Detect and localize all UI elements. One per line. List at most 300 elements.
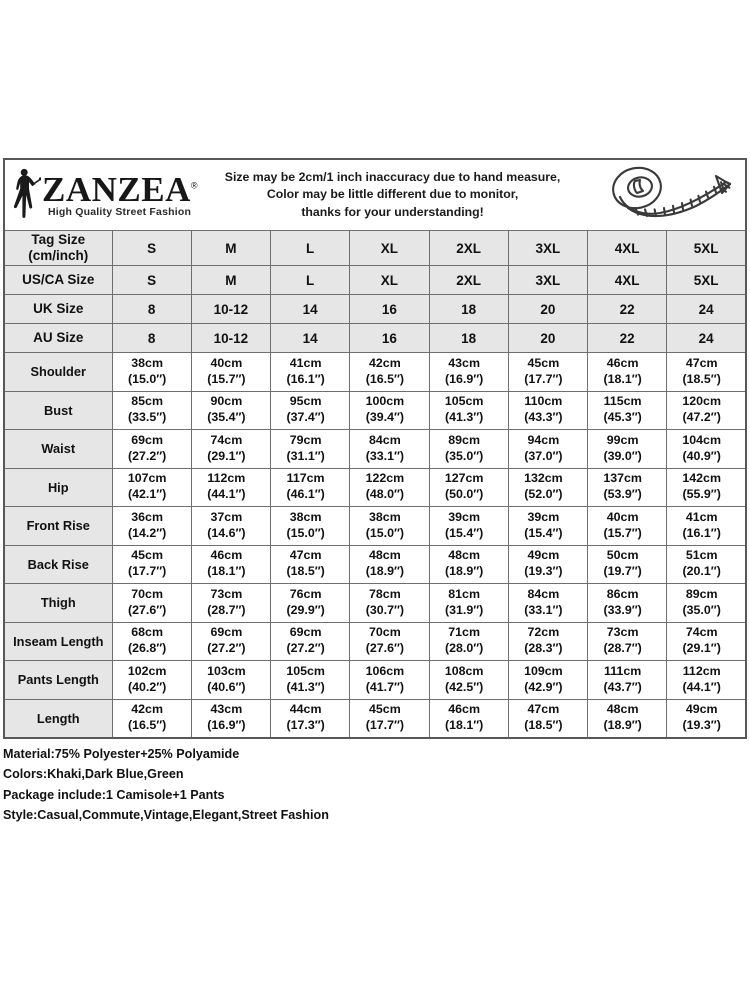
measurement-inch: (53.9″) — [603, 487, 642, 502]
measurement-cell — [588, 699, 667, 738]
row-header-label-line-2: (cm/inch) — [28, 248, 89, 263]
measurement-inch: (37.0″) — [524, 448, 563, 463]
measurement-cm: 99cm — [606, 432, 639, 447]
measurement-inch: (18.9″) — [444, 564, 484, 579]
measurement-cell — [271, 622, 350, 661]
measurement-row — [4, 661, 746, 700]
brand-wordmark — [42, 169, 198, 218]
measurement-cell — [667, 468, 746, 507]
measurement-inch: (28.3″) — [524, 641, 563, 656]
size-header-cell: 4XL — [588, 231, 667, 266]
measurement-row — [4, 468, 746, 507]
measurement-inch: (26.8″) — [127, 641, 167, 656]
size-header-cell: 3XL — [508, 231, 587, 266]
measurement-cm: 69cm — [210, 625, 243, 640]
size-header-cell: 24 — [667, 324, 746, 353]
measurement-cm: 73cm — [606, 625, 639, 640]
row-header-label: AU Size — [4, 324, 112, 353]
colors-line: Colors:Khaki,Dark Blue,Green — [3, 767, 184, 782]
measurement-row — [4, 545, 746, 584]
measurement-inch: (29.9″) — [286, 602, 325, 617]
measurement-cm: 40cm — [606, 509, 639, 524]
banner — [5, 160, 745, 230]
measurement-cell — [667, 391, 746, 430]
measurement-cell — [191, 353, 270, 392]
measurement-cm: 43cm — [448, 355, 480, 370]
measurement-cm: 94cm — [527, 432, 560, 447]
measurement-inch: (18.9″) — [365, 564, 405, 579]
size-header-cell: M — [191, 266, 270, 295]
measurement-cm: 69cm — [131, 432, 163, 447]
measurement-cell — [112, 353, 191, 392]
measurement-inch: (39.4″) — [365, 410, 405, 425]
measurement-cm: 45cm — [369, 702, 401, 717]
measurement-cm: 89cm — [685, 586, 718, 601]
size-header-cell: 8 — [112, 295, 191, 324]
measurement-cell — [667, 353, 746, 392]
size-header-cell: 24 — [667, 295, 746, 324]
size-header-cell: 3XL — [508, 266, 587, 295]
measurement-cell — [191, 507, 270, 546]
measurement-cell — [191, 545, 270, 584]
measurement-cell — [429, 468, 508, 507]
measurement-cm: 81cm — [448, 586, 480, 601]
measurement-inch: (27.6″) — [127, 602, 167, 617]
measurement-inch: (42.5″) — [444, 679, 484, 694]
size-header-cell: 5XL — [667, 266, 746, 295]
measurement-inch: (18.5″) — [682, 371, 721, 386]
measurement-inch: (41.3″) — [444, 410, 484, 425]
measurement-inch: (15.4″) — [524, 525, 563, 540]
size-header-cell: 22 — [588, 295, 667, 324]
measurement-cell — [271, 661, 350, 700]
measurement-inch: (35.0″) — [682, 602, 721, 617]
measurement-cell — [508, 353, 587, 392]
measurement-cm: 46cm — [448, 702, 480, 717]
measurement-cell — [667, 430, 746, 469]
measurement-inch: (41.7″) — [365, 679, 405, 694]
size-header-cell: XL — [350, 231, 429, 266]
measurement-cm: 74cm — [210, 432, 243, 447]
measurement-cell — [588, 430, 667, 469]
measurement-cm: 120cm — [682, 394, 721, 409]
measurement-cell — [588, 468, 667, 507]
measurement-cell — [667, 507, 746, 546]
measurement-cell — [429, 545, 508, 584]
measurement-inch: (28.7″) — [207, 602, 246, 617]
measurement-cm: 106cm — [365, 663, 405, 678]
row-header-label: UK Size — [4, 295, 112, 324]
measurement-cm: 48cm — [606, 702, 639, 717]
measurement-cm: 39cm — [527, 509, 560, 524]
measurement-cell — [508, 468, 587, 507]
measurement-inch: (18.1″) — [444, 718, 484, 733]
measurement-cm: 46cm — [210, 548, 243, 563]
measurement-row — [4, 391, 746, 430]
measurement-cell — [191, 699, 270, 738]
measurement-inch: (33.9″) — [603, 602, 642, 617]
measurement-cell — [429, 430, 508, 469]
size-header-cell: S — [112, 231, 191, 266]
measurement-cell — [350, 661, 429, 700]
measurement-cell — [508, 661, 587, 700]
measurement-inch: (42.1″) — [127, 487, 167, 502]
size-header-cell: 22 — [588, 324, 667, 353]
measurement-cell — [271, 545, 350, 584]
measurement-cm: 69cm — [289, 625, 322, 640]
measurement-row — [4, 622, 746, 661]
measurement-cell — [508, 430, 587, 469]
measurement-cm: 41cm — [289, 355, 322, 370]
measurement-cell — [429, 661, 508, 700]
measurement-cm: 111cm — [604, 663, 642, 678]
measurement-inch: (28.7″) — [603, 641, 642, 656]
size-header-row — [4, 266, 746, 295]
measurement-label: Back Rise — [4, 545, 112, 584]
measurement-cm: 48cm — [369, 548, 401, 563]
measurement-inch: (40.6″) — [207, 679, 246, 694]
measurement-cell — [112, 430, 191, 469]
measurement-cell — [112, 391, 191, 430]
measurement-label: Front Rise — [4, 507, 112, 546]
measurement-cell — [271, 699, 350, 738]
row-header-label: US/CA Size — [4, 266, 112, 295]
measurement-cell — [350, 545, 429, 584]
measurement-cm: 85cm — [131, 394, 163, 409]
measurement-inch: (27.2″) — [207, 641, 246, 656]
measurement-inch: (42.9″) — [524, 679, 563, 694]
measurement-cell — [191, 430, 270, 469]
size-header-cell: S — [112, 266, 191, 295]
measurement-cm: 115cm — [603, 394, 642, 409]
size-header-cell: 18 — [429, 324, 508, 353]
size-header-cell: 4XL — [588, 266, 667, 295]
measurement-inch: (16.1″) — [286, 371, 325, 386]
measurement-inch: (27.2″) — [286, 641, 325, 656]
measurement-inch: (17.3″) — [286, 718, 325, 733]
measurement-cm: 86cm — [606, 586, 639, 601]
row-header-label — [4, 231, 112, 266]
measurement-cm: 71cm — [448, 625, 480, 640]
measurement-inch: (18.5″) — [286, 564, 325, 579]
measurement-cm: 95cm — [289, 394, 322, 409]
measurement-inch: (33.1″) — [365, 448, 405, 463]
measurement-inch: (18.5″) — [524, 718, 563, 733]
measurement-cm: 103cm — [207, 663, 246, 678]
notice-line-3: thanks for your understanding! — [301, 204, 484, 219]
measurement-cm: 37cm — [210, 509, 243, 524]
measurement-cm: 73cm — [210, 586, 243, 601]
measurement-cm: 76cm — [289, 586, 322, 601]
measurement-inch: (40.2″) — [127, 679, 167, 694]
measurement-inch: (15.0″) — [127, 371, 167, 386]
measurement-cm: 90cm — [210, 394, 243, 409]
measurement-cell — [667, 584, 746, 623]
measurement-cm: 42cm — [369, 355, 401, 370]
measurement-cm: 38cm — [289, 509, 322, 524]
measurement-cell — [191, 584, 270, 623]
measurement-cell — [429, 622, 508, 661]
measurement-inch: (30.7″) — [365, 602, 405, 617]
measurement-cm: 49cm — [685, 702, 718, 717]
measurement-inch: (47.2″) — [682, 410, 721, 425]
measurement-cell — [588, 391, 667, 430]
measurement-cell — [112, 699, 191, 738]
measurement-cell — [271, 353, 350, 392]
measurement-cm: 36cm — [131, 509, 163, 524]
measurement-cell — [429, 507, 508, 546]
measurement-cm: 110cm — [524, 394, 563, 409]
product-details — [3, 744, 745, 826]
measurement-cell — [588, 507, 667, 546]
size-header-cell: 14 — [271, 324, 350, 353]
brand-logo — [5, 167, 198, 224]
size-header-cell: 18 — [429, 295, 508, 324]
size-header-row — [4, 295, 746, 324]
brand-name: ZANZEA® — [42, 169, 198, 209]
measurement-cell — [271, 507, 350, 546]
measurement-row — [4, 699, 746, 738]
measurement-inch: (27.2″) — [127, 448, 167, 463]
measurement-inch: (44.1″) — [207, 487, 246, 502]
measurement-inch: (17.7″) — [365, 718, 405, 733]
measurement-inch: (19.3″) — [524, 564, 563, 579]
measurement-inch: (52.0″) — [524, 487, 563, 502]
measurement-cm: 104cm — [682, 432, 721, 447]
measurement-inch: (35.4″) — [207, 410, 246, 425]
measurement-inch: (29.1″) — [207, 448, 246, 463]
measuring-tape-illustration — [595, 164, 745, 227]
measurement-inch: (15.4″) — [444, 525, 484, 540]
measurement-cm: 49cm — [527, 548, 560, 563]
measurement-cm: 41cm — [685, 509, 718, 524]
measurement-cell — [271, 468, 350, 507]
measurement-inch: (16.9″) — [207, 718, 246, 733]
measurement-cm: 48cm — [448, 548, 480, 563]
measurement-cell — [588, 622, 667, 661]
measurement-cm: 112cm — [207, 471, 246, 486]
measurement-cell — [350, 430, 429, 469]
measurement-cell — [112, 622, 191, 661]
measurement-label: Bust — [4, 391, 112, 430]
measurement-inch: (15.0″) — [365, 525, 405, 540]
measurement-cell — [112, 468, 191, 507]
size-header-cell: 10-12 — [191, 324, 270, 353]
measurement-inch: (45.3″) — [603, 410, 642, 425]
measurement-cm: 108cm — [444, 663, 484, 678]
measurement-cell — [191, 661, 270, 700]
size-header-cell: 2XL — [429, 266, 508, 295]
measurement-inch: (31.1″) — [286, 448, 325, 463]
measurement-cm: 89cm — [448, 432, 480, 447]
measurement-cm: 102cm — [127, 663, 167, 678]
measurement-inch: (29.1″) — [682, 641, 721, 656]
row-header-label-line-1: Tag Size — [31, 231, 86, 247]
measurement-cell — [508, 391, 587, 430]
measurement-cm: 39cm — [448, 509, 480, 524]
package-line: Package include:1 Camisole+1 Pants — [3, 787, 225, 802]
measurement-cm: 44cm — [289, 702, 322, 717]
measurement-cm: 137cm — [603, 471, 642, 486]
measurement-cm: 107cm — [127, 471, 167, 486]
style-line: Style:Casual,Commute,Vintage,Elegant,Street Fashion — [3, 808, 329, 823]
measurement-cell — [667, 699, 746, 738]
notice-line-1: Size may be 2cm/1 inch inaccuracy due to hand measure, — [224, 169, 561, 184]
size-header-cell: 16 — [350, 295, 429, 324]
measurement-inch: (40.9″) — [682, 448, 721, 463]
size-header-cell: L — [271, 231, 350, 266]
measurement-cell — [350, 468, 429, 507]
measurement-cm: 72cm — [527, 625, 560, 640]
measurement-cm: 127cm — [444, 471, 484, 486]
measurement-cell — [508, 545, 587, 584]
measurement-label: Length — [4, 699, 112, 738]
measurement-cell — [350, 391, 429, 430]
measurement-cm: 42cm — [131, 702, 163, 717]
measurement-cell — [508, 699, 587, 738]
measurement-inch: (18.1″) — [603, 371, 642, 386]
measurement-cell — [667, 545, 746, 584]
measurement-notice — [190, 169, 595, 221]
size-header-cell: 8 — [112, 324, 191, 353]
size-chart-table — [3, 158, 747, 739]
measurement-cm: 38cm — [131, 355, 163, 370]
measurement-cm: 43cm — [210, 702, 243, 717]
measurement-label: Thigh — [4, 584, 112, 623]
measurement-inch: (19.3″) — [682, 718, 721, 733]
measurement-cell — [588, 584, 667, 623]
measurement-cm: 105cm — [444, 394, 484, 409]
measurement-label: Shoulder — [4, 353, 112, 392]
measurement-inch: (27.6″) — [365, 641, 405, 656]
measurement-cm: 122cm — [365, 471, 405, 486]
measurement-cm: 50cm — [606, 548, 639, 563]
measurement-cell — [350, 353, 429, 392]
measurement-cell — [508, 584, 587, 623]
brand-tagline: High Quality Street Fashion — [48, 205, 192, 218]
measurement-cm: 51cm — [685, 548, 718, 563]
measurement-cm: 68cm — [131, 625, 163, 640]
measurement-cell — [350, 622, 429, 661]
measurement-cell — [271, 391, 350, 430]
woman-silhouette-icon — [11, 167, 41, 224]
size-header-cell: XL — [350, 266, 429, 295]
measurement-inch: (15.7″) — [603, 525, 642, 540]
measurement-cm: 45cm — [131, 548, 163, 563]
measurement-cm: 112cm — [682, 663, 721, 678]
measurement-inch: (17.7″) — [524, 371, 563, 386]
measurement-inch: (39.0″) — [603, 448, 642, 463]
measurement-inch: (18.1″) — [207, 564, 246, 579]
measurement-inch: (33.1″) — [524, 602, 563, 617]
measurement-inch: (44.1″) — [682, 679, 721, 694]
measurement-inch: (33.5″) — [127, 410, 167, 425]
material-line: Material:75% Polyester+25% Polyamide — [3, 747, 240, 761]
measurement-cell — [191, 468, 270, 507]
measurement-cm: 117cm — [286, 471, 325, 486]
measurement-cell — [429, 353, 508, 392]
measurement-cell — [588, 545, 667, 584]
measurement-inch: (14.2″) — [127, 525, 167, 540]
measurement-inch: (43.3″) — [524, 410, 563, 425]
measurement-cell — [588, 661, 667, 700]
size-header-cell: L — [271, 266, 350, 295]
measurement-inch: (31.9″) — [444, 602, 484, 617]
measurement-cm: 132cm — [524, 471, 563, 486]
measurement-cell — [112, 584, 191, 623]
measurement-cell — [112, 545, 191, 584]
measurement-inch: (41.3″) — [286, 679, 325, 694]
measurement-row — [4, 507, 746, 546]
measurement-label: Inseam Length — [4, 622, 112, 661]
measurement-cell — [429, 699, 508, 738]
measurement-cell — [112, 661, 191, 700]
measurement-cell — [508, 622, 587, 661]
measurement-inch: (43.7″) — [603, 679, 642, 694]
registered-trademark-icon: ® — [190, 179, 198, 190]
size-header-cell: 14 — [271, 295, 350, 324]
measurement-cell — [191, 622, 270, 661]
measurement-cell — [667, 661, 746, 700]
measurement-label: Waist — [4, 430, 112, 469]
size-header-cell: 16 — [350, 324, 429, 353]
measurement-cm: 47cm — [527, 702, 560, 717]
measurement-inch: (16.1″) — [682, 525, 721, 540]
measurement-cm: 78cm — [369, 586, 401, 601]
size-header-cell: M — [191, 231, 270, 266]
size-header-row — [4, 324, 746, 353]
measurement-cm: 109cm — [524, 663, 563, 678]
measurement-inch: (19.7″) — [603, 564, 642, 579]
measuring-tape-icon — [604, 164, 736, 227]
size-header-row — [4, 231, 746, 266]
measurement-inch: (37.4″) — [286, 410, 325, 425]
size-chart-container — [3, 158, 745, 739]
measurement-cm: 47cm — [289, 548, 322, 563]
banner-row — [4, 159, 746, 231]
measurement-cm: 40cm — [210, 355, 243, 370]
measurement-row — [4, 430, 746, 469]
measurement-inch: (20.1″) — [682, 564, 721, 579]
measurement-cell — [667, 622, 746, 661]
measurement-cm: 142cm — [682, 471, 721, 486]
measurement-row — [4, 353, 746, 392]
measurement-inch: (35.0″) — [444, 448, 484, 463]
measurement-cell — [588, 353, 667, 392]
measurement-inch: (15.7″) — [207, 371, 246, 386]
size-header-cell: 5XL — [667, 231, 746, 266]
measurement-inch: (46.1″) — [286, 487, 325, 502]
measurement-cell — [112, 507, 191, 546]
measurement-cell — [508, 507, 587, 546]
measurement-cm: 105cm — [286, 663, 325, 678]
measurement-cm: 74cm — [685, 625, 718, 640]
measurement-inch: (48.0″) — [365, 487, 405, 502]
measurement-cm: 100cm — [365, 394, 405, 409]
measurement-cell — [191, 391, 270, 430]
measurement-inch: (50.0″) — [444, 487, 484, 502]
measurement-cell — [429, 584, 508, 623]
measurement-cell — [350, 584, 429, 623]
measurement-inch: (16.5″) — [365, 371, 405, 386]
measurement-label: Pants Length — [4, 661, 112, 700]
size-header-cell: 10-12 — [191, 295, 270, 324]
measurement-cm: 46cm — [606, 355, 639, 370]
measurement-cell — [271, 584, 350, 623]
measurement-cell — [271, 430, 350, 469]
measurement-inch: (17.7″) — [127, 564, 167, 579]
banner-cell — [4, 159, 746, 231]
